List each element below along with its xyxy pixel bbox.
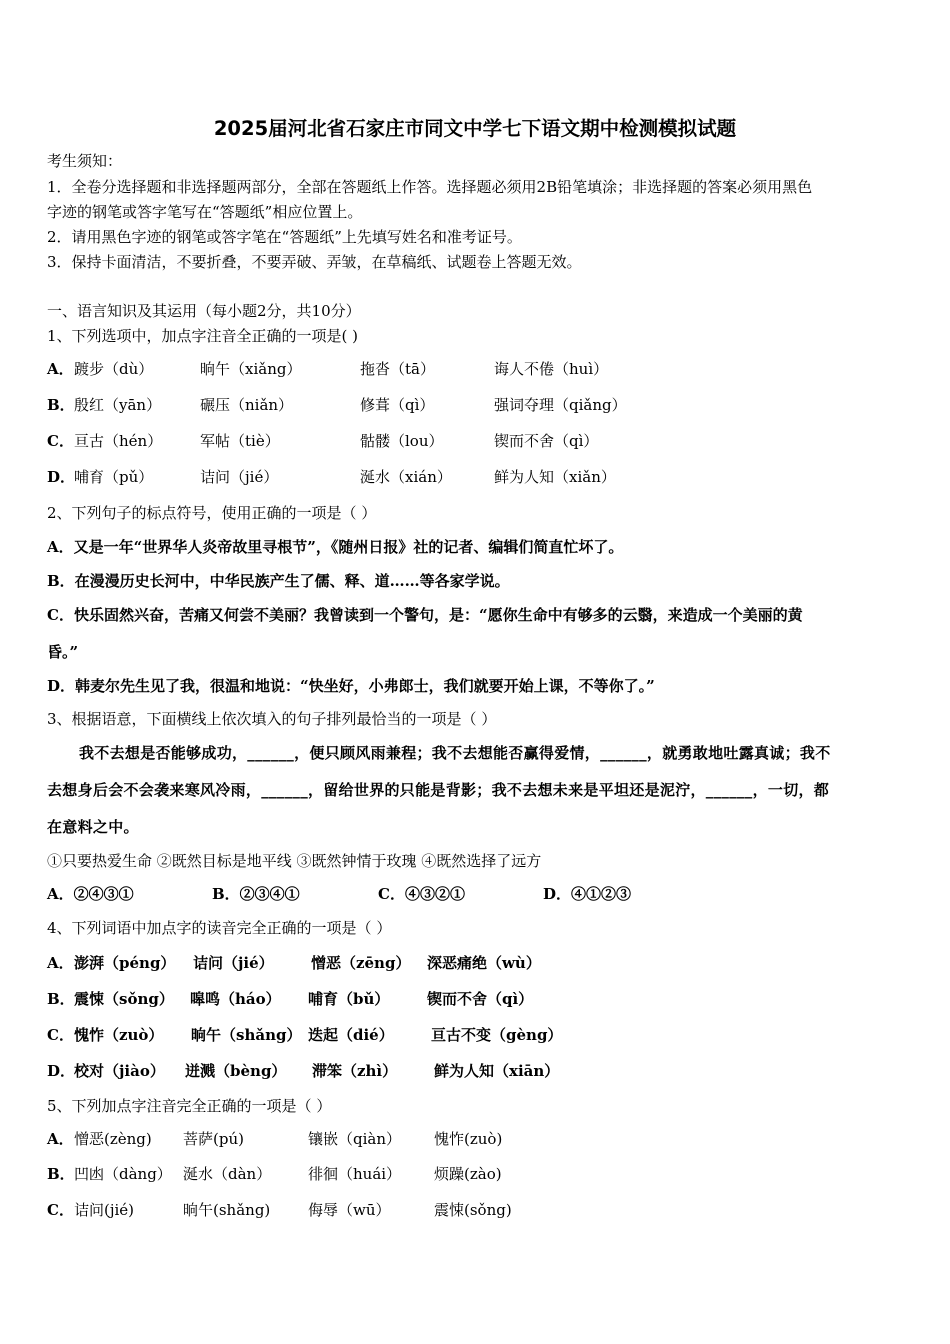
answer-option: C．④③②① <box>378 885 465 903</box>
question-4-stem: 4、下列词语中加点字的读音完全正确的一项是（ ） <box>47 919 392 937</box>
option-item: 殷红（yān） <box>74 396 162 414</box>
passage-line: 在意料之中。 <box>47 818 139 836</box>
question-1-stem: 1、下列选项中，加点字注音全正确的一项是( ) <box>47 327 359 345</box>
option-item: 憎恶(zèng) <box>74 1130 152 1148</box>
option-item: 诘问（jié） <box>200 468 279 486</box>
option-item: 侮辱（wū） <box>308 1201 391 1219</box>
option-item: 憎恶（zēng） <box>311 954 411 972</box>
option-label: A． <box>47 954 74 972</box>
option-item: 滞笨（zhì） <box>312 1062 398 1080</box>
option-item: 诘问(jié) <box>74 1201 135 1219</box>
option-label: C． <box>47 1026 74 1044</box>
option-item: 亘古不变（gèng） <box>431 1026 563 1044</box>
option-item: 烦躁(zào) <box>434 1165 502 1183</box>
option-item: 迭起（dié） <box>308 1026 394 1044</box>
question-3-choices: ①只要热爱生命 ②既然目标是地平线 ③既然钟情于玫瑰 ④既然选择了远方 <box>47 852 542 870</box>
option-item: 踱步（dù） <box>74 360 154 378</box>
option-item: 亘古（hén） <box>74 432 163 450</box>
option-item: 晌午(shǎng) <box>183 1201 271 1219</box>
option-label: A． <box>47 1130 74 1148</box>
option-item: 校对（jiào） <box>74 1062 165 1080</box>
option-item: 修葺（qì） <box>360 396 435 414</box>
answer-option: B．②③④① <box>212 885 300 903</box>
section-heading: 一、语言知识及其运用（每小题2分，共10分） <box>47 302 361 320</box>
notice-item: 字迹的钢笔或答字笔写在“答题纸”相应位置上。 <box>47 203 363 221</box>
option-item: 晌午（xiǎng） <box>200 360 302 378</box>
notice-heading: 考生须知： <box>47 152 123 170</box>
option-item: B．在漫漫历史长河中，中华民族产生了儒、释、道……等各家学说。 <box>47 572 510 590</box>
option-item: 嗥鸣（háo） <box>190 990 281 1008</box>
option-item: 骷髅（lou） <box>360 432 444 450</box>
option-item: 哺育（pǔ） <box>74 468 154 486</box>
option-item: 镶嵌（qiàn） <box>308 1130 402 1148</box>
option-item: 锲而不舍（qì） <box>494 432 599 450</box>
question-5-stem: 5、下列加点字注音完全正确的一项是（ ） <box>47 1097 332 1115</box>
option-item-continued: 昏。” <box>47 643 79 661</box>
page-title: 2025届河北省石家庄市同文中学七下语文期中检测模拟试题 <box>213 117 737 140</box>
answer-option: A．②④③① <box>47 885 134 903</box>
option-item: 涎水（dàn） <box>183 1165 272 1183</box>
option-item: 澎湃（péng） <box>74 954 176 972</box>
option-item: 愧怍(zuò) <box>434 1130 503 1148</box>
question-2-stem: 2、下列句子的标点符号，使用正确的一项是（ ） <box>47 504 377 522</box>
notice-item: 1．全卷分选择题和非选择题两部分，全部在答题纸上作答。选择题必须用2B铅笔填涂；非选择题的答案必须用黑色 <box>47 178 813 196</box>
option-item: 凹凼（dàng） <box>74 1165 172 1183</box>
option-label: D． <box>47 468 76 486</box>
option-item: 哺育（bǔ） <box>308 990 390 1008</box>
option-item: D．韩麦尔先生见了我，很温和地说：“快坐好，小弗郎士，我们就要开始上课，不等你了。” <box>47 677 655 695</box>
option-item: 诲人不倦（huì） <box>494 360 609 378</box>
option-item: 菩萨(pú) <box>183 1130 244 1148</box>
notice-item: 2．请用黑色字迹的钢笔或答字笔在“答题纸”上先填写姓名和准考证号。 <box>47 228 522 246</box>
option-item: 愧怍（zuò） <box>74 1026 164 1044</box>
answer-option: D．④①②③ <box>543 885 632 903</box>
option-item: 迸溅（bèng） <box>185 1062 287 1080</box>
option-item: 拖沓（tā） <box>360 360 435 378</box>
notice-item: 3．保持卡面清洁，不要折叠，不要弄破、弄皱，在草稿纸、试题卷上答题无效。 <box>47 253 582 271</box>
option-item: 深恶痛绝（wù） <box>427 954 541 972</box>
option-item: 鲜为人知（xiǎn） <box>494 468 616 486</box>
option-label: C． <box>47 432 74 450</box>
option-label: B． <box>47 990 75 1008</box>
option-label: A． <box>47 360 74 378</box>
option-item: 徘徊（huái） <box>308 1165 402 1183</box>
option-item: A．又是一年“世界华人炎帝故里寻根节”，《随州日报》社的记者、编辑们简直忙坏了。 <box>47 538 624 556</box>
option-item: 震悚（sǒng） <box>74 990 174 1008</box>
passage-line: 去想身后会不会袭来寒风冷雨，______，留给世界的只能是背影；我不去想未来是平坦还是泥泞，______，一切，都 <box>47 781 830 799</box>
passage-line: 我不去想是否能够成功，______，便只顾风雨兼程；我不去想能否赢得爱情，______，就勇敢地吐露真诚；我不 <box>79 744 831 762</box>
option-label: C． <box>47 1201 74 1219</box>
option-item: 震悚(sǒng) <box>434 1201 512 1219</box>
question-3-stem: 3、根据语意，下面横线上依次填入的句子排列最恰当的一项是（ ） <box>47 710 497 728</box>
option-item: 晌午（shǎng） <box>191 1026 302 1044</box>
option-item: 锲而不舍（qì） <box>427 990 534 1008</box>
option-item: 军帖（tiè） <box>200 432 280 450</box>
option-label: B． <box>47 1165 75 1183</box>
option-item: 强词夺理（qiǎng） <box>494 396 627 414</box>
option-label: D． <box>47 1062 76 1080</box>
option-item: 诘问（jié） <box>193 954 274 972</box>
option-item: 涎水（xián） <box>360 468 452 486</box>
option-item: 碾压（niǎn） <box>200 396 294 414</box>
option-item: C．快乐固然兴奋，苦痛又何尝不美丽？我曾读到一个警句，是：“愿你生命中有够多的云翳，来造成一个美丽的黄 <box>47 606 803 624</box>
option-item: 鲜为人知（xiān） <box>434 1062 560 1080</box>
option-label: B． <box>47 396 75 414</box>
